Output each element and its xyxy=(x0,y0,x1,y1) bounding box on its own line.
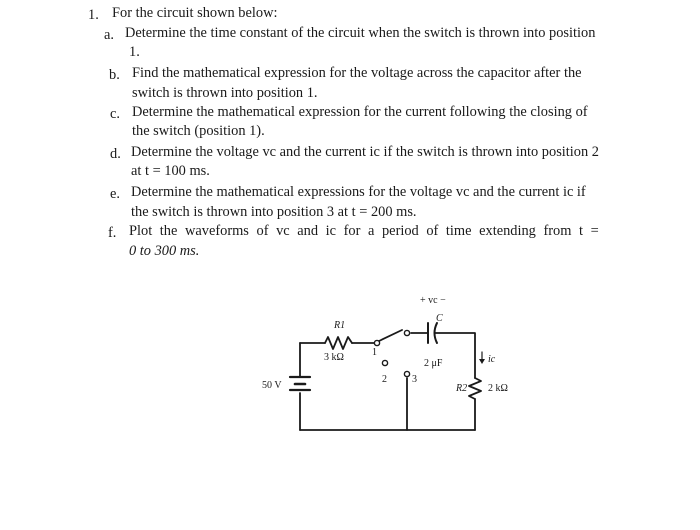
part-f-marker: f. xyxy=(108,225,117,241)
source-voltage-label: 50 V xyxy=(262,380,282,391)
r1-value-label: 3 kΩ xyxy=(324,352,344,363)
switch-contact-3 xyxy=(404,371,409,376)
part-a-line-2: 1. xyxy=(129,44,140,60)
r2-value-label: 2 kΩ xyxy=(488,383,508,394)
switch-blade xyxy=(379,330,402,341)
position-3-label: 3 xyxy=(412,374,417,385)
part-e-line-1: Determine the mathematical expressions for the voltage vc and the current ic if xyxy=(131,184,586,200)
position-2-label: 2 xyxy=(382,374,387,385)
r1-name-label: R1 xyxy=(334,320,346,331)
r2-name-label: R2 xyxy=(456,383,468,394)
vc-label: + vc − xyxy=(420,295,446,306)
switch-pivot xyxy=(374,340,379,345)
part-f-line-1: Plot the waveforms of vc and ic for a period of time extending from t = xyxy=(129,223,599,239)
problem-number: 1. xyxy=(88,7,99,23)
part-a-marker: a. xyxy=(104,27,114,43)
part-c-line-1: Determine the mathematical expression for the current following the closing of xyxy=(132,104,588,120)
cap-to-r2-wire xyxy=(435,333,475,378)
part-b-line-1: Find the mathematical expression for the voltage across the capacitor after the xyxy=(132,65,582,81)
part-e-marker: e. xyxy=(110,186,120,202)
position-1-label: 1 xyxy=(372,347,377,358)
ic-label: ic xyxy=(488,354,496,365)
part-d-marker: d. xyxy=(110,146,121,162)
switch-contact-2 xyxy=(382,360,387,365)
ic-arrow-head xyxy=(479,359,485,364)
part-c-marker: c. xyxy=(110,106,120,122)
part-d-line-1: Determine the voltage vc and the current ic if the switch is thrown into position 2 xyxy=(131,144,599,160)
cap-name-label: C xyxy=(436,313,443,324)
part-f-line-2: 0 to 300 ms. xyxy=(129,243,200,259)
cap-value-label: 2 μF xyxy=(424,358,443,369)
part-b-marker: b. xyxy=(109,67,120,83)
switch-contact-1 xyxy=(404,330,409,335)
part-b-line-2: switch is thrown into position 1. xyxy=(132,85,318,101)
part-e-line-2: the switch is thrown into position 3 at t = 200 ms. xyxy=(131,204,417,220)
problem-intro: For the circuit shown below: xyxy=(112,5,278,21)
part-d-line-2: at t = 100 ms. xyxy=(131,163,210,179)
part-a-line-1: Determine the time constant of the circuit when the switch is thrown into position xyxy=(125,25,596,41)
resistor-r2 xyxy=(469,378,481,399)
resistor-r1 xyxy=(325,337,352,349)
part-c-line-2: the switch (position 1). xyxy=(132,123,265,139)
